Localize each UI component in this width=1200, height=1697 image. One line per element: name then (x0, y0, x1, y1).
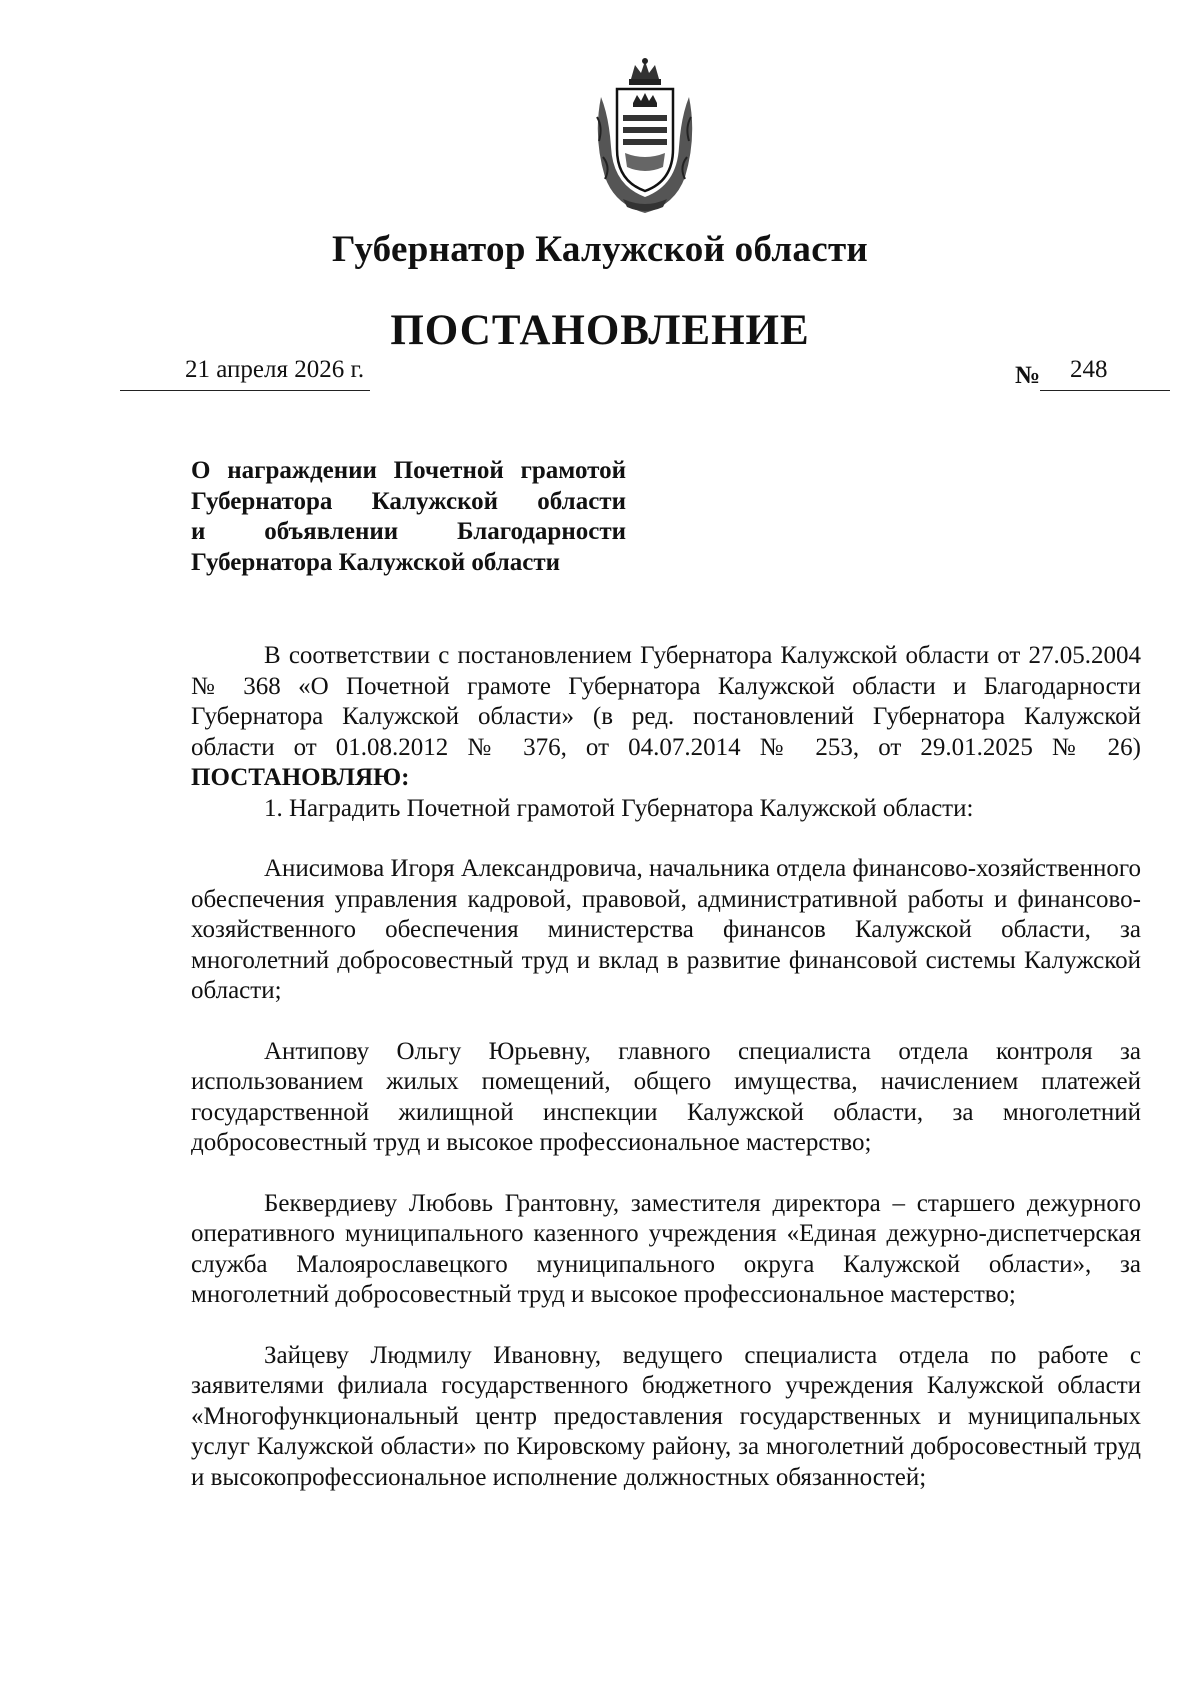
awardee-paragraph: Зайцеву Людмилу Ивановну, ведущего специалиста отдела по работе с заявителями филиала государственного бюджетного учреждения Калужской области «Многофункциональный центр предоставления государственных и муниципальных услуг Калужской области» по Кировскому району, за многолетний добросовестный труд и высокопрофессиональное исполнение должностных обязанностей; (191, 1341, 1141, 1491)
awardee-paragraph: Анисимова Игоря Александровича, начальника отдела финансово-хозяйственного обеспечения управления кадровой, правовой, административной работы и финансово-хозяйственного обеспечения министерства финансов Калужской области, за многолетний добросовестный труд и вклад в развитие финансовой системы Калужской области; (191, 855, 1141, 1004)
date-field (120, 356, 370, 391)
subject-line: Губернатора Калужской области (191, 548, 561, 576)
document-body (191, 641, 1141, 1493)
subject-line: и объявлении Благодарности (191, 518, 626, 545)
document-type-title: ПОСТАНОВЛЕНИЕ (390, 307, 810, 354)
awardee-paragraph: Антипову Ольгу Юрьевну, главного специалиста отдела контроля за использованием жилых помещений, общего имущества, начислением платежей государственной жилищной инспекции Калужской области, за многолетний добросовестный труд и высокое профессиональное мастерство; (191, 1037, 1141, 1156)
number-label: № (1015, 362, 1041, 389)
coat-of-arms-emblem (593, 57, 697, 217)
issuing-authority: Губернатор Калужской области (331, 229, 869, 270)
subject-line: О награждении Почетной грамотой (191, 457, 626, 484)
document-subject (191, 456, 626, 578)
document-date: 21 апреля 2026 г. (185, 356, 365, 383)
item-1: 1. Наградить Почетной грамотой Губернатора Калужской области: (264, 794, 974, 822)
subject-line: Губернатора Калужской области (191, 487, 626, 515)
preamble-paragraph (191, 641, 1141, 794)
preamble-text: В соответствии с постановлением Губернатора Калужской области от 27.05.2004 № 368 «О Почетной грамоте Губернатора Калужской области и Благодарности Губернатора Калужской области» (в ред. постановлений Губернатора Калужской области от 01.08.2012 № 376, от 04.07.2014 № 253, от 29.01.2025 № 26) (191, 642, 1141, 761)
document-number: 248 (1070, 356, 1108, 383)
number-field (1040, 356, 1170, 391)
awardee-paragraph: Беквердиеву Любовь Грантовну, заместителя директора – старшего дежурного оперативного муниципального казенного учреждения «Единая дежурно-диспетчерская служба Малоярославецкого муниципального округа Калужской области», за многолетний добросовестный труд и высокое профессиональное мастерство; (191, 1189, 1141, 1308)
decree-word: ПОСТАНОВЛЯЮ: (191, 764, 410, 791)
